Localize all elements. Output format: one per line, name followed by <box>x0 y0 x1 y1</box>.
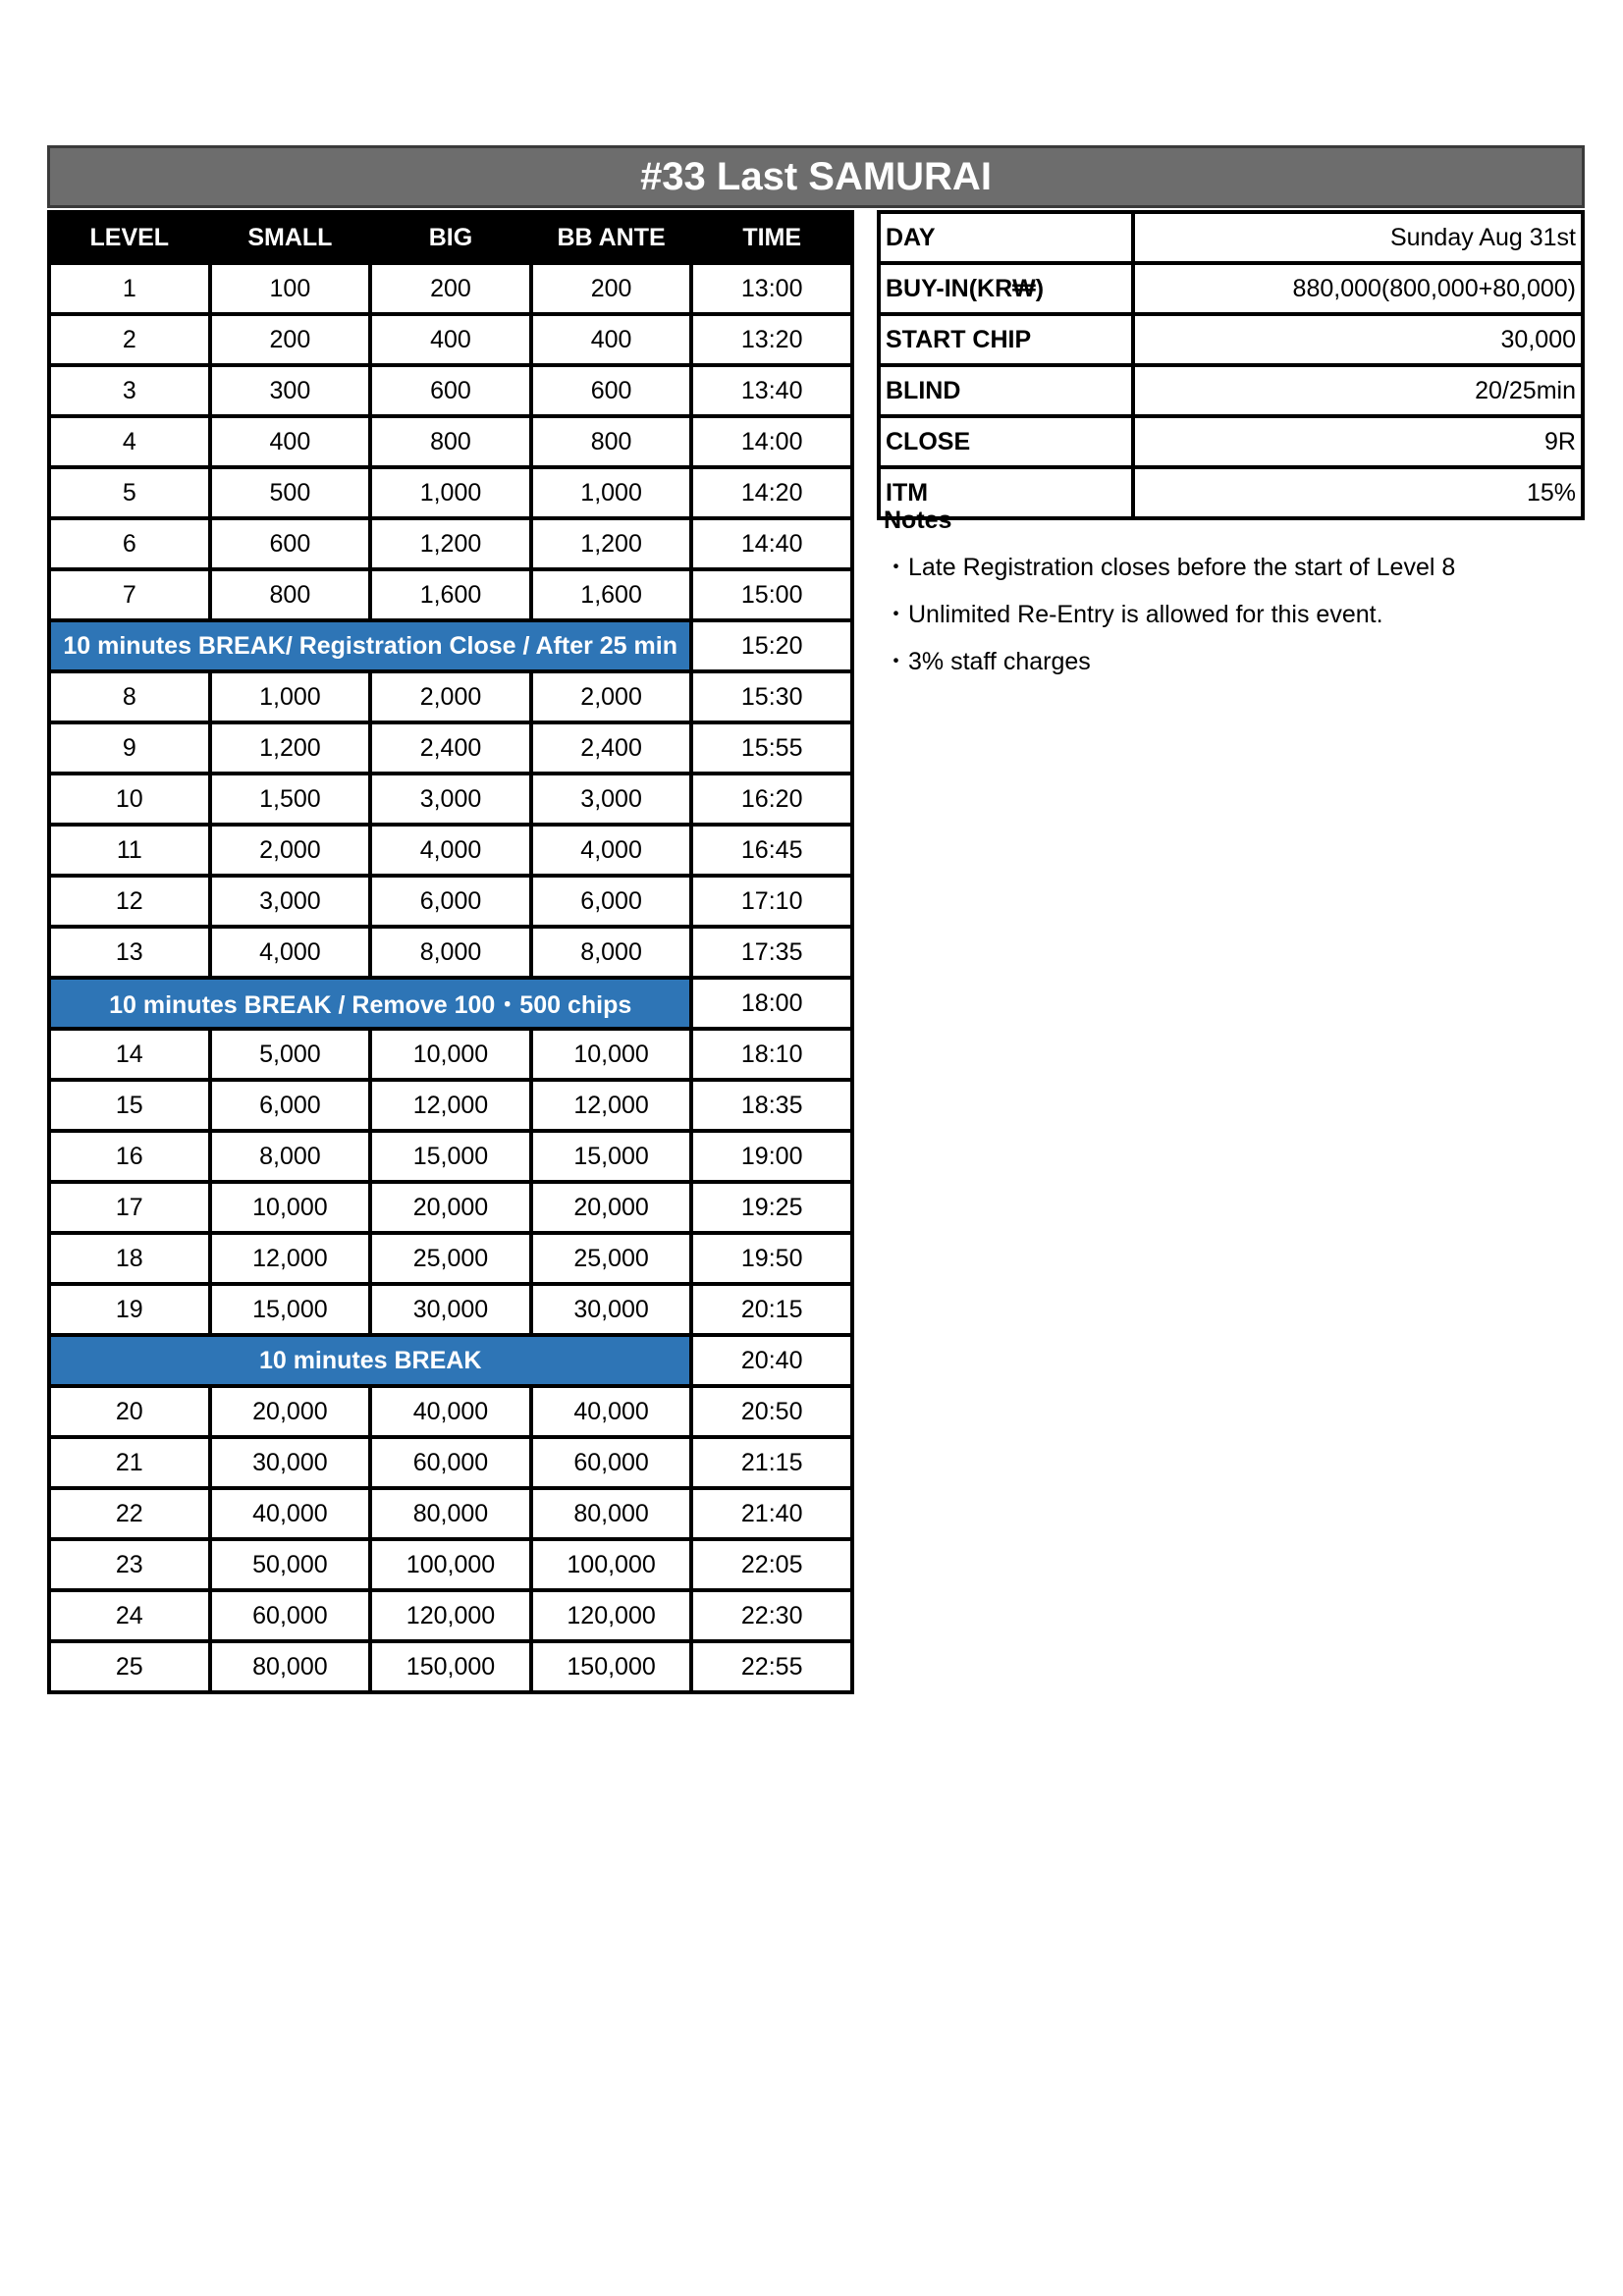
small-blind-cell: 12,000 <box>210 1233 371 1284</box>
break-row <box>49 620 852 671</box>
big-blind-cell: 4,000 <box>370 825 531 876</box>
big-blind-cell: 1,000 <box>370 467 531 518</box>
time-cell: 17:10 <box>691 876 852 927</box>
table-row <box>49 1131 852 1182</box>
time-cell: 15:00 <box>691 569 852 620</box>
notes-heading: Notes <box>884 507 952 534</box>
table-row <box>49 1437 852 1488</box>
table-row <box>49 927 852 978</box>
small-blind-cell: 4,000 <box>210 927 371 978</box>
time-cell: 14:00 <box>691 416 852 467</box>
table-row <box>49 1386 852 1437</box>
page-title: #33 Last SAMURAI <box>47 145 1585 208</box>
level-cell: 17 <box>49 1182 210 1233</box>
time-cell: 15:30 <box>691 671 852 722</box>
time-cell: 14:40 <box>691 518 852 569</box>
note-item: ・Unlimited Re-Entry is allowed for this event. <box>884 601 1383 628</box>
time-cell: 15:20 <box>691 620 852 671</box>
time-cell: 20:50 <box>691 1386 852 1437</box>
break-label: 10 minutes BREAK <box>49 1335 691 1386</box>
break-label: 10 minutes BREAK / Remove 100・500 chips <box>49 978 691 1029</box>
big-blind-cell: 2,000 <box>370 671 531 722</box>
break-row <box>49 978 852 1029</box>
bb-ante-cell: 40,000 <box>531 1386 692 1437</box>
big-blind-cell: 200 <box>370 263 531 314</box>
bb-ante-cell: 200 <box>531 263 692 314</box>
info-label: DAY <box>879 212 1133 263</box>
small-blind-cell: 400 <box>210 416 371 467</box>
info-row <box>879 263 1583 314</box>
level-cell: 20 <box>49 1386 210 1437</box>
time-cell: 16:20 <box>691 774 852 825</box>
note-item: ・3% staff charges <box>884 648 1091 675</box>
table-row <box>49 365 852 416</box>
big-blind-cell: 40,000 <box>370 1386 531 1437</box>
small-blind-cell: 2,000 <box>210 825 371 876</box>
bb-ante-cell: 120,000 <box>531 1590 692 1641</box>
column-header: TIME <box>691 212 852 263</box>
bb-ante-cell: 3,000 <box>531 774 692 825</box>
table-row <box>49 1641 852 1692</box>
big-blind-cell: 8,000 <box>370 927 531 978</box>
level-cell: 4 <box>49 416 210 467</box>
table-row <box>49 1029 852 1080</box>
small-blind-cell: 15,000 <box>210 1284 371 1335</box>
level-cell: 16 <box>49 1131 210 1182</box>
table-row <box>49 1233 852 1284</box>
time-cell: 13:20 <box>691 314 852 365</box>
bb-ante-cell: 80,000 <box>531 1488 692 1539</box>
small-blind-cell: 30,000 <box>210 1437 371 1488</box>
info-label: ITM <box>879 467 1133 518</box>
break-label: 10 minutes BREAK/ Registration Close / After 25 min <box>49 620 691 671</box>
bb-ante-cell: 15,000 <box>531 1131 692 1182</box>
info-label: BLIND <box>879 365 1133 416</box>
level-cell: 2 <box>49 314 210 365</box>
small-blind-cell: 800 <box>210 569 371 620</box>
small-blind-cell: 6,000 <box>210 1080 371 1131</box>
level-cell: 5 <box>49 467 210 518</box>
bb-ante-cell: 1,200 <box>531 518 692 569</box>
blind-structure-table <box>47 210 854 1694</box>
info-label: BUY-IN(KR₩) <box>879 263 1133 314</box>
big-blind-cell: 10,000 <box>370 1029 531 1080</box>
bb-ante-cell: 2,400 <box>531 722 692 774</box>
time-cell: 22:55 <box>691 1641 852 1692</box>
level-cell: 10 <box>49 774 210 825</box>
time-cell: 19:25 <box>691 1182 852 1233</box>
big-blind-cell: 20,000 <box>370 1182 531 1233</box>
bb-ante-cell: 600 <box>531 365 692 416</box>
big-blind-cell: 25,000 <box>370 1233 531 1284</box>
event-info-body <box>879 212 1583 518</box>
big-blind-cell: 6,000 <box>370 876 531 927</box>
info-row <box>879 416 1583 467</box>
big-blind-cell: 120,000 <box>370 1590 531 1641</box>
small-blind-cell: 200 <box>210 314 371 365</box>
table-header-row <box>49 212 852 263</box>
small-blind-cell: 1,200 <box>210 722 371 774</box>
time-cell: 13:00 <box>691 263 852 314</box>
small-blind-cell: 3,000 <box>210 876 371 927</box>
bb-ante-cell: 1,600 <box>531 569 692 620</box>
small-blind-cell: 100 <box>210 263 371 314</box>
big-blind-cell: 80,000 <box>370 1488 531 1539</box>
info-value: 9R <box>1133 416 1583 467</box>
blind-table-body <box>49 263 852 1692</box>
big-blind-cell: 2,400 <box>370 722 531 774</box>
table-row <box>49 774 852 825</box>
level-cell: 21 <box>49 1437 210 1488</box>
column-header: BB ANTE <box>531 212 692 263</box>
table-row <box>49 569 852 620</box>
big-blind-cell: 3,000 <box>370 774 531 825</box>
big-blind-cell: 1,600 <box>370 569 531 620</box>
time-cell: 21:15 <box>691 1437 852 1488</box>
bb-ante-cell: 20,000 <box>531 1182 692 1233</box>
small-blind-cell: 500 <box>210 467 371 518</box>
small-blind-cell: 80,000 <box>210 1641 371 1692</box>
bb-ante-cell: 100,000 <box>531 1539 692 1590</box>
level-cell: 22 <box>49 1488 210 1539</box>
table-row <box>49 671 852 722</box>
info-value: 15% <box>1133 467 1583 518</box>
bb-ante-cell: 4,000 <box>531 825 692 876</box>
small-blind-cell: 1,500 <box>210 774 371 825</box>
level-cell: 9 <box>49 722 210 774</box>
table-row <box>49 416 852 467</box>
big-blind-cell: 1,200 <box>370 518 531 569</box>
bb-ante-cell: 150,000 <box>531 1641 692 1692</box>
time-cell: 19:00 <box>691 1131 852 1182</box>
table-row <box>49 722 852 774</box>
level-cell: 11 <box>49 825 210 876</box>
bb-ante-cell: 25,000 <box>531 1233 692 1284</box>
small-blind-cell: 60,000 <box>210 1590 371 1641</box>
bb-ante-cell: 30,000 <box>531 1284 692 1335</box>
big-blind-cell: 400 <box>370 314 531 365</box>
table-row <box>49 1539 852 1590</box>
time-cell: 22:30 <box>691 1590 852 1641</box>
info-row <box>879 365 1583 416</box>
level-cell: 23 <box>49 1539 210 1590</box>
table-row <box>49 467 852 518</box>
level-cell: 15 <box>49 1080 210 1131</box>
level-cell: 12 <box>49 876 210 927</box>
time-cell: 18:00 <box>691 978 852 1029</box>
level-cell: 18 <box>49 1233 210 1284</box>
table-row <box>49 314 852 365</box>
level-cell: 7 <box>49 569 210 620</box>
level-cell: 19 <box>49 1284 210 1335</box>
time-cell: 19:50 <box>691 1233 852 1284</box>
table-row <box>49 1182 852 1233</box>
info-value: 30,000 <box>1133 314 1583 365</box>
notes-section <box>884 503 1571 689</box>
time-cell: 22:05 <box>691 1539 852 1590</box>
level-cell: 14 <box>49 1029 210 1080</box>
table-row <box>49 1590 852 1641</box>
column-header: LEVEL <box>49 212 210 263</box>
small-blind-cell: 300 <box>210 365 371 416</box>
column-header: BIG <box>370 212 531 263</box>
small-blind-cell: 600 <box>210 518 371 569</box>
big-blind-cell: 12,000 <box>370 1080 531 1131</box>
table-row <box>49 825 852 876</box>
small-blind-cell: 10,000 <box>210 1182 371 1233</box>
bb-ante-cell: 10,000 <box>531 1029 692 1080</box>
small-blind-cell: 1,000 <box>210 671 371 722</box>
level-cell: 13 <box>49 927 210 978</box>
bb-ante-cell: 8,000 <box>531 927 692 978</box>
level-cell: 25 <box>49 1641 210 1692</box>
info-value: 20/25min <box>1133 365 1583 416</box>
table-row <box>49 876 852 927</box>
small-blind-cell: 20,000 <box>210 1386 371 1437</box>
time-cell: 21:40 <box>691 1488 852 1539</box>
info-row <box>879 314 1583 365</box>
table-row <box>49 1488 852 1539</box>
big-blind-cell: 600 <box>370 365 531 416</box>
time-cell: 15:55 <box>691 722 852 774</box>
time-cell: 14:20 <box>691 467 852 518</box>
small-blind-cell: 40,000 <box>210 1488 371 1539</box>
info-value: 880,000(800,000+80,000) <box>1133 263 1583 314</box>
break-row <box>49 1335 852 1386</box>
info-label: START CHIP <box>879 314 1133 365</box>
big-blind-cell: 800 <box>370 416 531 467</box>
table-row <box>49 518 852 569</box>
small-blind-cell: 5,000 <box>210 1029 371 1080</box>
big-blind-cell: 15,000 <box>370 1131 531 1182</box>
time-cell: 17:35 <box>691 927 852 978</box>
big-blind-cell: 100,000 <box>370 1539 531 1590</box>
column-header: SMALL <box>210 212 371 263</box>
level-cell: 3 <box>49 365 210 416</box>
info-label: CLOSE <box>879 416 1133 467</box>
small-blind-cell: 8,000 <box>210 1131 371 1182</box>
bb-ante-cell: 6,000 <box>531 876 692 927</box>
bb-ante-cell: 60,000 <box>531 1437 692 1488</box>
bb-ante-cell: 2,000 <box>531 671 692 722</box>
bb-ante-cell: 800 <box>531 416 692 467</box>
big-blind-cell: 60,000 <box>370 1437 531 1488</box>
table-row <box>49 263 852 314</box>
time-cell: 13:40 <box>691 365 852 416</box>
time-cell: 18:10 <box>691 1029 852 1080</box>
info-value: Sunday Aug 31st <box>1133 212 1583 263</box>
big-blind-cell: 30,000 <box>370 1284 531 1335</box>
note-item: ・Late Registration closes before the start of Level 8 <box>884 554 1456 581</box>
level-cell: 8 <box>49 671 210 722</box>
bb-ante-cell: 1,000 <box>531 467 692 518</box>
small-blind-cell: 50,000 <box>210 1539 371 1590</box>
level-cell: 1 <box>49 263 210 314</box>
time-cell: 16:45 <box>691 825 852 876</box>
event-info-table <box>877 210 1585 520</box>
time-cell: 18:35 <box>691 1080 852 1131</box>
time-cell: 20:15 <box>691 1284 852 1335</box>
bb-ante-cell: 400 <box>531 314 692 365</box>
info-row <box>879 212 1583 263</box>
level-cell: 24 <box>49 1590 210 1641</box>
level-cell: 6 <box>49 518 210 569</box>
table-row <box>49 1284 852 1335</box>
table-row <box>49 1080 852 1131</box>
big-blind-cell: 150,000 <box>370 1641 531 1692</box>
bb-ante-cell: 12,000 <box>531 1080 692 1131</box>
time-cell: 20:40 <box>691 1335 852 1386</box>
